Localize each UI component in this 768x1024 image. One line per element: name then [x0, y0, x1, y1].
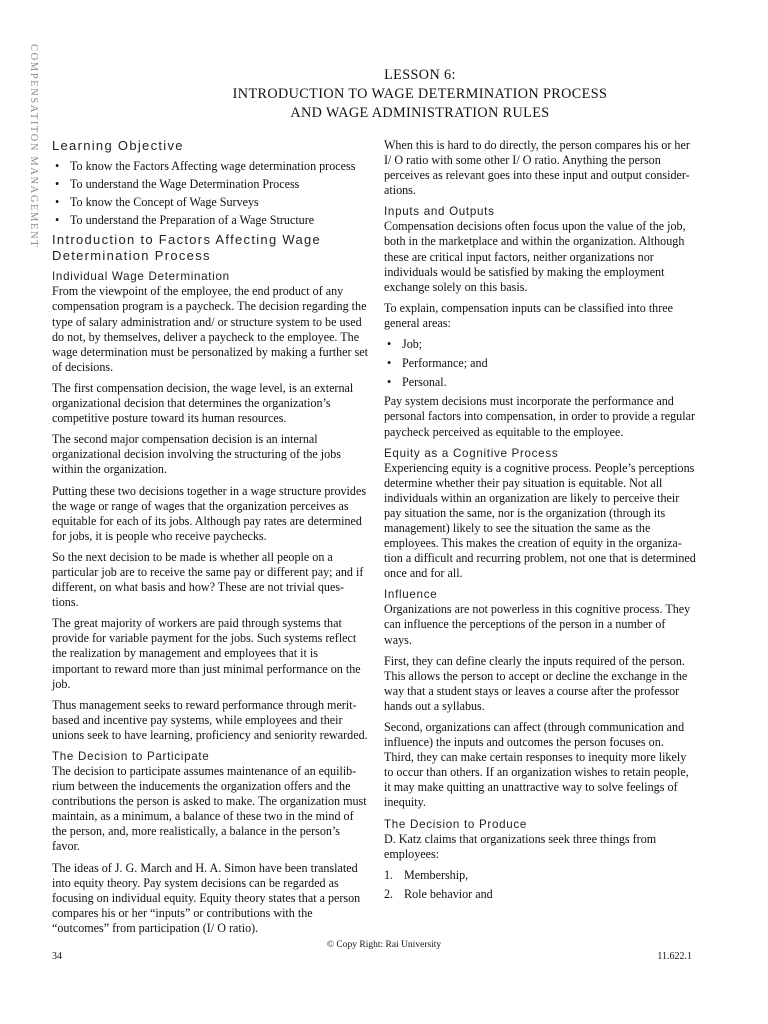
paragraph: To explain, compensation inputs can be classified into three general areas: — [384, 300, 673, 330]
individual-wage-heading: Individual Wage Determination — [52, 270, 230, 284]
paragraph: D. Katz claims that organizations seek three things from employees: — [384, 831, 657, 861]
document-code: 11.622.1 — [657, 951, 692, 962]
learning-objective-heading: Learning Objective — [52, 138, 184, 153]
list-item — [384, 887, 696, 902]
input-area-item: • Personal. — [384, 375, 696, 390]
paragraph: So the next decision to be made is whether all people on a particular job are to receive the same pay or different pay; and if different, on what basis and how? These are not trivial ques-tions. — [52, 549, 364, 610]
paragraph: Experiencing equity is a cognitive process. People’s perceptions determine whether their pay situation is equitable. Not all individuals within an organization are likely to perceive their pay situation the same, nor is the organization (through its management) likely to see the situation the same as the employees. This makes the creation of equity in the organiza-tion a difficult and recurring problem, not one that is determined once and for all. — [384, 460, 696, 581]
paragraph: The ideas of J. G. March and H. A. Simon have been translated into equity theory. Pay system decisions can be regarded as focusing on individual equity. Equity theory states that a person compares his or her “inputs” or contributions with the “outcomes” from participation (I/ O ratio). — [52, 860, 361, 935]
side-label-text: COMPENSATITON MANAGEMENT — [28, 44, 39, 249]
paragraph: Second, organizations can affect (through communication and influence) the inputs and outcomes the person focuses on. Third, they can make certain responses to inequity more likely to occur than others. If an organization wishes to retain people, it may make quitting an unattractive way to solve feelings of inequity. — [384, 720, 689, 810]
paragraph: Compensation decisions often focus upon the value of the job, both in the marketplace and within the organization. Although these are critical input factors, neither organizations nor individuals would be satisfied by making the employment exchange solely on this basis. — [384, 219, 686, 294]
paragraph: The decision to participate assumes maintenance of an equilib-rium between the inducements the organization offers and the contributions the person is asked to make. The organization must maintain, as a minimum, a balance of these two in the mind of the person, and, more realistically, a balance in the person’s favor. — [52, 764, 367, 854]
list-text: Role behavior and — [404, 886, 493, 901]
paragraph: From the viewpoint of the employee, the end product of any compensation program is a paycheck. The decision regarding the type of salary administration and/ or structure system to be used do not, by themselves, deliver a paycheck to the employee. The wage determination must be personalized by making a further set of decisions. — [52, 284, 369, 374]
paragraph: When this is hard to do directly, the person compares his or her I/ O ratio with some other I/ O ratio. Anything the person perceives as relevant goes into these input and output consider-ations. — [384, 138, 690, 198]
paragraph: First, they can define clearly the inputs required of the person. This allows the person to accept or decline the exchange in the way that a student stays or leaves a course after the professor hands out a syllabus. — [384, 653, 688, 713]
objective-item: • To know the Concept of Wage Surveys — [52, 195, 368, 210]
title-line-2: INTRODUCTION TO WAGE DETERMINATION PROCESS — [232, 86, 608, 102]
objective-item: • To know the Factors Affecting wage determination process — [52, 159, 368, 174]
lesson-title — [160, 66, 680, 123]
list-number: 2. — [384, 886, 394, 901]
paragraph: The second major compensation decision is an internal organizational decision involving the structuring of the jobs within the organization. — [52, 432, 341, 477]
list-text: Membership, — [404, 867, 469, 882]
input-areas-list — [384, 337, 696, 390]
input-area-item: • Job; — [384, 337, 696, 352]
equity-cognitive-heading: Equity as a Cognitive Process — [384, 446, 559, 460]
paragraph: Thus management seeks to reward performance through merit-based and incentive pay systems, while employees and their unions seek to have learning, proficiency and seniority rewarded. — [52, 697, 368, 742]
input-area-item: • Performance; and — [384, 356, 696, 371]
title-line-3: AND WAGE ADMINISTRATION RULES — [290, 105, 550, 121]
paragraph: The first compensation decision, the wage level, is an external organizational decision that determines the organization’s competitive posture toward its human resources. — [52, 380, 354, 426]
paragraph: Pay system decisions must incorporate the performance and personal factors into compensation, in order to provide a regular paycheck perceived as equitable to the employee. — [384, 394, 695, 439]
running-header-vertical — [27, 44, 41, 264]
paragraph: Putting these two decisions together in a wage structure provides the wage or range of wages that the organization perceives as equitable for each of its jobs. Although pay rates are determined for jobs, it is people who receive paychecks. — [52, 483, 367, 543]
objective-item: • To understand the Wage Determination Process — [52, 177, 368, 192]
influence-heading: Influence — [384, 588, 438, 602]
copyright-notice: © Copy Right: Rai University — [326, 940, 442, 950]
list-item — [384, 868, 696, 883]
decision-to-produce-heading: The Decision to Produce — [384, 817, 528, 831]
objective-item: • To understand the Preparation of a Wage Structure — [52, 213, 368, 228]
intro-heading: Introduction to Factors Affecting Wage Determination Process — [52, 232, 322, 264]
paragraph: The great majority of workers are paid through systems that provide for variable payment for the jobs. Such systems reflect the realization by management and employees that it is important to reward more than just minimal performance on the job. — [52, 616, 361, 691]
paragraph: Organizations are not powerless in this cognitive process. They can influence the perceptions of the person in a number of ways. — [384, 602, 691, 647]
list-number: 1. — [384, 867, 394, 882]
right-column — [384, 138, 696, 906]
page-number: 34 — [52, 951, 62, 962]
title-line-1: LESSON 6: — [384, 67, 456, 83]
left-column — [52, 138, 368, 942]
employee-things-list — [384, 868, 696, 902]
inputs-outputs-heading: Inputs and Outputs — [384, 205, 495, 219]
objectives-list — [52, 159, 368, 228]
decision-to-participate-heading: The Decision to Participate — [52, 750, 210, 763]
